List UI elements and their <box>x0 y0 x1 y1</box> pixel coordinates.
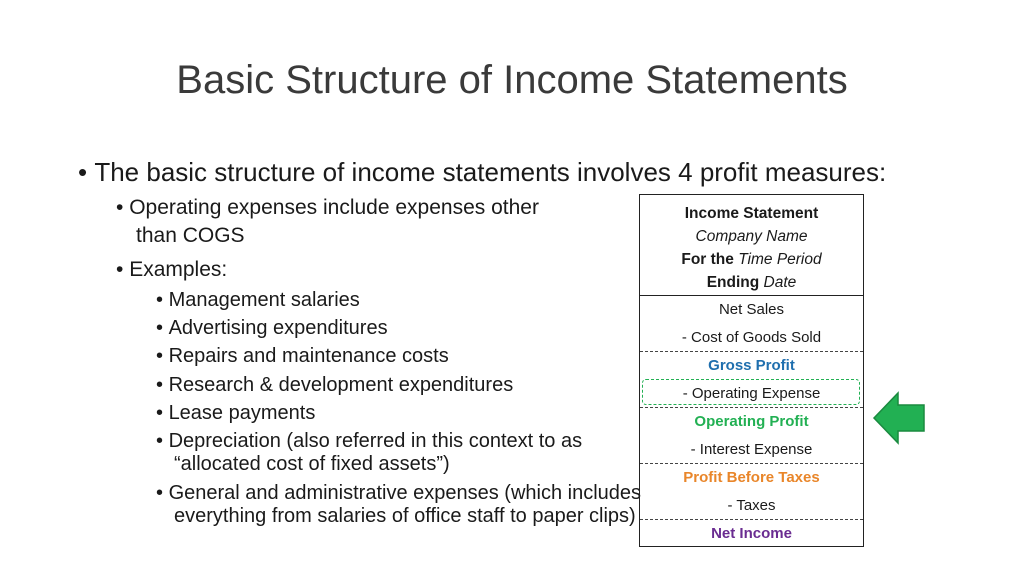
row-profit-before-taxes: Profit Before Taxes <box>683 469 820 486</box>
example-item <box>156 481 641 505</box>
bullet-dot: • <box>116 258 130 281</box>
example-text: Depreciation (also referred in this context to as <box>168 430 583 452</box>
time-period-line <box>640 248 863 271</box>
operating-expense-highlight <box>642 379 860 405</box>
bullet-dot: • <box>116 196 130 219</box>
bullet-dot: • <box>156 317 169 339</box>
example-text: Advertising expenditures <box>168 317 388 339</box>
example-text: Research & development expenditures <box>168 374 514 396</box>
statement-title: Income Statement <box>684 205 819 222</box>
example-text: Lease payments <box>168 402 316 424</box>
example-item <box>156 344 449 368</box>
bullet-dot: • <box>78 157 95 187</box>
slide-title: Basic Structure of Income Statements <box>176 58 848 102</box>
bullet-dot: • <box>156 289 169 311</box>
example-text: Repairs and maintenance costs <box>168 345 449 367</box>
income-statement-table <box>639 194 864 547</box>
income-statement-header <box>640 195 863 296</box>
example-continuation: everything from salaries of office staff to paper clips) <box>174 505 636 527</box>
ending-prefix: Ending <box>706 274 760 291</box>
row-net-income: Net Income <box>711 525 792 542</box>
main-bullet-text: The basic structure of income statements involves 4 profit measures: <box>94 157 887 187</box>
row-cost-of-goods-sold: - Cost of Goods Sold <box>640 324 863 352</box>
ending-date: Date <box>763 274 797 291</box>
sub-bullet-continuation: than COGS <box>136 224 245 247</box>
row-operating-profit: Operating Profit <box>694 413 809 430</box>
left-arrow-icon <box>872 391 926 445</box>
bullet-dot: • <box>156 430 169 452</box>
ending-date-line <box>640 271 863 294</box>
example-text: General and administrative expenses (which includes <box>168 482 642 504</box>
row-taxes: - Taxes <box>640 492 863 520</box>
example-item <box>156 316 388 340</box>
bullet-dot: • <box>156 345 169 367</box>
sub-bullet-text: Examples: <box>129 258 228 281</box>
sub-bullet-text: Operating expenses include expenses other <box>129 196 539 219</box>
row-net-sales: Net Sales <box>718 301 785 318</box>
example-continuation: “allocated cost of fixed assets”) <box>174 453 450 475</box>
sub-bullet-examples <box>116 258 227 282</box>
main-bullet <box>78 157 886 188</box>
bullet-dot: • <box>156 374 169 396</box>
time-period-prefix: For the <box>681 251 734 268</box>
example-text: Management salaries <box>168 289 360 311</box>
row-operating-expense: - Operating Expense <box>640 380 863 408</box>
row-gross-profit: Gross Profit <box>708 357 795 374</box>
sub-bullet-operating-expenses <box>116 196 539 220</box>
example-item <box>156 288 360 312</box>
bullet-dot: • <box>156 402 169 424</box>
time-period: Time Period <box>738 251 822 268</box>
bullet-dot: • <box>156 482 169 504</box>
row-interest-expense: - Interest Expense <box>640 436 863 464</box>
example-item <box>156 401 315 425</box>
example-item <box>156 373 513 397</box>
company-name: Company Name <box>695 228 808 245</box>
example-item <box>156 429 582 453</box>
